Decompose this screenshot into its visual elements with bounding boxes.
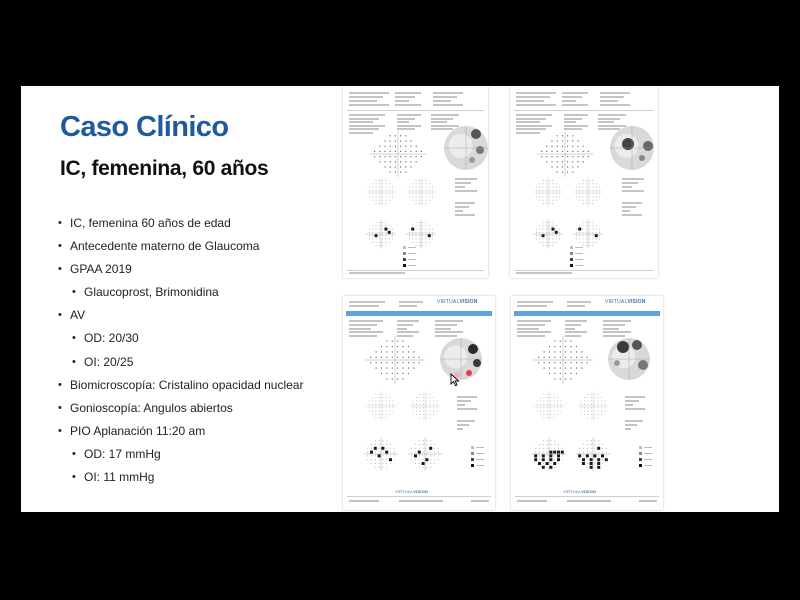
report-text-line	[622, 202, 642, 204]
plot-legend	[570, 246, 583, 267]
plot-legend	[639, 446, 652, 467]
report-text-line	[517, 500, 547, 502]
deviation-plot	[410, 391, 441, 421]
probability-plot	[366, 219, 396, 248]
bullet-item	[58, 212, 303, 235]
report-text-line	[622, 210, 630, 212]
deviation-plot	[366, 391, 397, 421]
visual-field-report-bottom-left	[343, 296, 495, 510]
report-text-line	[455, 190, 477, 192]
bullet-icon: •	[58, 263, 62, 276]
grayscale-map	[440, 338, 482, 380]
bullet-item	[58, 420, 303, 443]
deviation-plot	[534, 391, 565, 421]
report-text-line	[455, 182, 471, 184]
report-text-line	[457, 424, 469, 426]
deviation-plot	[578, 391, 609, 421]
visual-field-grid	[533, 336, 592, 384]
report-text-line	[349, 500, 379, 502]
report-text-line	[625, 400, 639, 402]
bullet-text: Gonioscopía: Angulos abiertos	[70, 400, 233, 415]
bullet-item	[58, 374, 303, 397]
bullet-text: Glaucoprost, Brimonidina	[84, 285, 219, 300]
grayscale-map	[608, 338, 650, 380]
report-text-line	[455, 214, 475, 216]
report-text-line	[471, 500, 489, 502]
deviation-plot	[366, 177, 396, 206]
bullet-icon: •	[58, 309, 62, 322]
grayscale-map	[444, 126, 488, 170]
visual-field-report-top-right	[510, 86, 658, 278]
report-text-line	[455, 178, 477, 180]
report-separator	[347, 496, 491, 497]
probability-plot	[532, 437, 566, 470]
probability-plot	[406, 219, 436, 248]
visual-field-grid	[369, 131, 426, 177]
visual-field-grid	[365, 336, 424, 384]
bullet-text: OI: 11 mmHg	[84, 470, 155, 485]
bullet-icon: •	[58, 378, 62, 391]
report-text-line	[457, 404, 465, 406]
report-text-line	[625, 424, 637, 426]
report-text-line	[455, 202, 475, 204]
visual-field-report-top-left	[343, 86, 488, 278]
probability-plot	[408, 437, 442, 470]
bullet-icon: •	[58, 401, 62, 414]
report-text-line	[457, 400, 471, 402]
bullet-text: Biomicroscopía: Cristalino opacidad nuclear	[70, 377, 304, 392]
report-text-line	[622, 214, 642, 216]
report-text-line	[625, 428, 631, 430]
report-text-line	[625, 420, 643, 422]
report-text-line	[622, 178, 644, 180]
report-text-line	[567, 500, 611, 502]
report-separator	[347, 270, 484, 271]
report-text-line	[457, 408, 477, 410]
bullet-icon: •	[58, 240, 62, 253]
probability-plot	[364, 437, 398, 470]
plot-legend	[403, 246, 416, 267]
report-text-line	[457, 428, 463, 430]
report-text-line	[625, 396, 645, 398]
bullet-text: GPAA 2019	[70, 262, 132, 277]
report-text-line	[455, 186, 465, 188]
probability-plot	[576, 437, 610, 470]
slide-subtitle: IC, femenina, 60 años	[60, 157, 269, 180]
deviation-plot	[573, 177, 603, 206]
report-text-line	[455, 210, 463, 212]
report-text-line	[622, 186, 632, 188]
slide-title: Caso Clínico	[60, 111, 229, 143]
deviation-plot	[406, 177, 436, 206]
mouse-cursor-icon	[450, 373, 460, 387]
bullet-item	[58, 281, 303, 304]
bullet-item	[58, 443, 303, 466]
report-text-line	[457, 420, 475, 422]
report-graphics	[343, 296, 495, 510]
bullet-item	[58, 466, 303, 489]
bullet-icon: •	[72, 355, 76, 368]
bullet-text: OD: 17 mmHg	[84, 446, 161, 461]
virtualvision-logo: VIRTUALVISION	[437, 299, 478, 305]
bullet-text: AV	[70, 308, 86, 323]
bullet-icon: •	[72, 286, 76, 299]
virtualvision-footer-logo: VIRTUALVISION	[563, 489, 596, 494]
probability-plot	[533, 219, 563, 248]
virtualvision-footer-logo: VIRTUALVISION	[395, 489, 428, 494]
report-separator	[515, 496, 659, 497]
bullet-icon: •	[72, 471, 76, 484]
bullet-item	[58, 351, 303, 374]
bullet-item	[58, 304, 303, 327]
report-text-line	[457, 396, 477, 398]
plot-legend	[471, 446, 484, 467]
grayscale-map	[610, 126, 654, 170]
bullet-text: OI: 20/25	[84, 354, 134, 369]
probability-plot	[573, 219, 603, 248]
bullet-text: OD: 20/30	[84, 331, 139, 346]
report-text-line	[455, 206, 469, 208]
bullet-text: IC, femenina 60 años de edad	[70, 216, 231, 230]
bullet-text: Antecedente materno de Glaucoma	[70, 239, 260, 254]
bullet-icon: •	[58, 424, 62, 437]
report-text-line	[625, 408, 645, 410]
bullet-item	[58, 258, 303, 281]
report-graphics	[511, 296, 663, 510]
bullet-item	[58, 235, 303, 258]
report-text-line	[622, 206, 636, 208]
report-text-line	[639, 500, 657, 502]
report-text-line	[516, 272, 572, 274]
report-text-line	[399, 500, 443, 502]
bullet-item	[58, 327, 303, 350]
bullet-text: PIO Aplanación 11:20 am	[70, 423, 206, 438]
bullet-list	[58, 212, 303, 489]
report-text-line	[622, 182, 638, 184]
report-text-line	[625, 404, 633, 406]
deviation-plot	[533, 177, 563, 206]
report-separator	[514, 270, 654, 271]
bullet-icon: •	[72, 447, 76, 460]
report-text-line	[349, 272, 405, 274]
visual-field-grid	[536, 131, 593, 177]
bullet-item	[58, 397, 303, 420]
report-text-line	[622, 190, 644, 192]
virtualvision-logo: VIRTUALVISION	[605, 299, 646, 305]
visual-field-report-bottom-right	[511, 296, 663, 510]
bullet-icon: •	[72, 332, 76, 345]
bullet-icon: •	[58, 217, 62, 229]
